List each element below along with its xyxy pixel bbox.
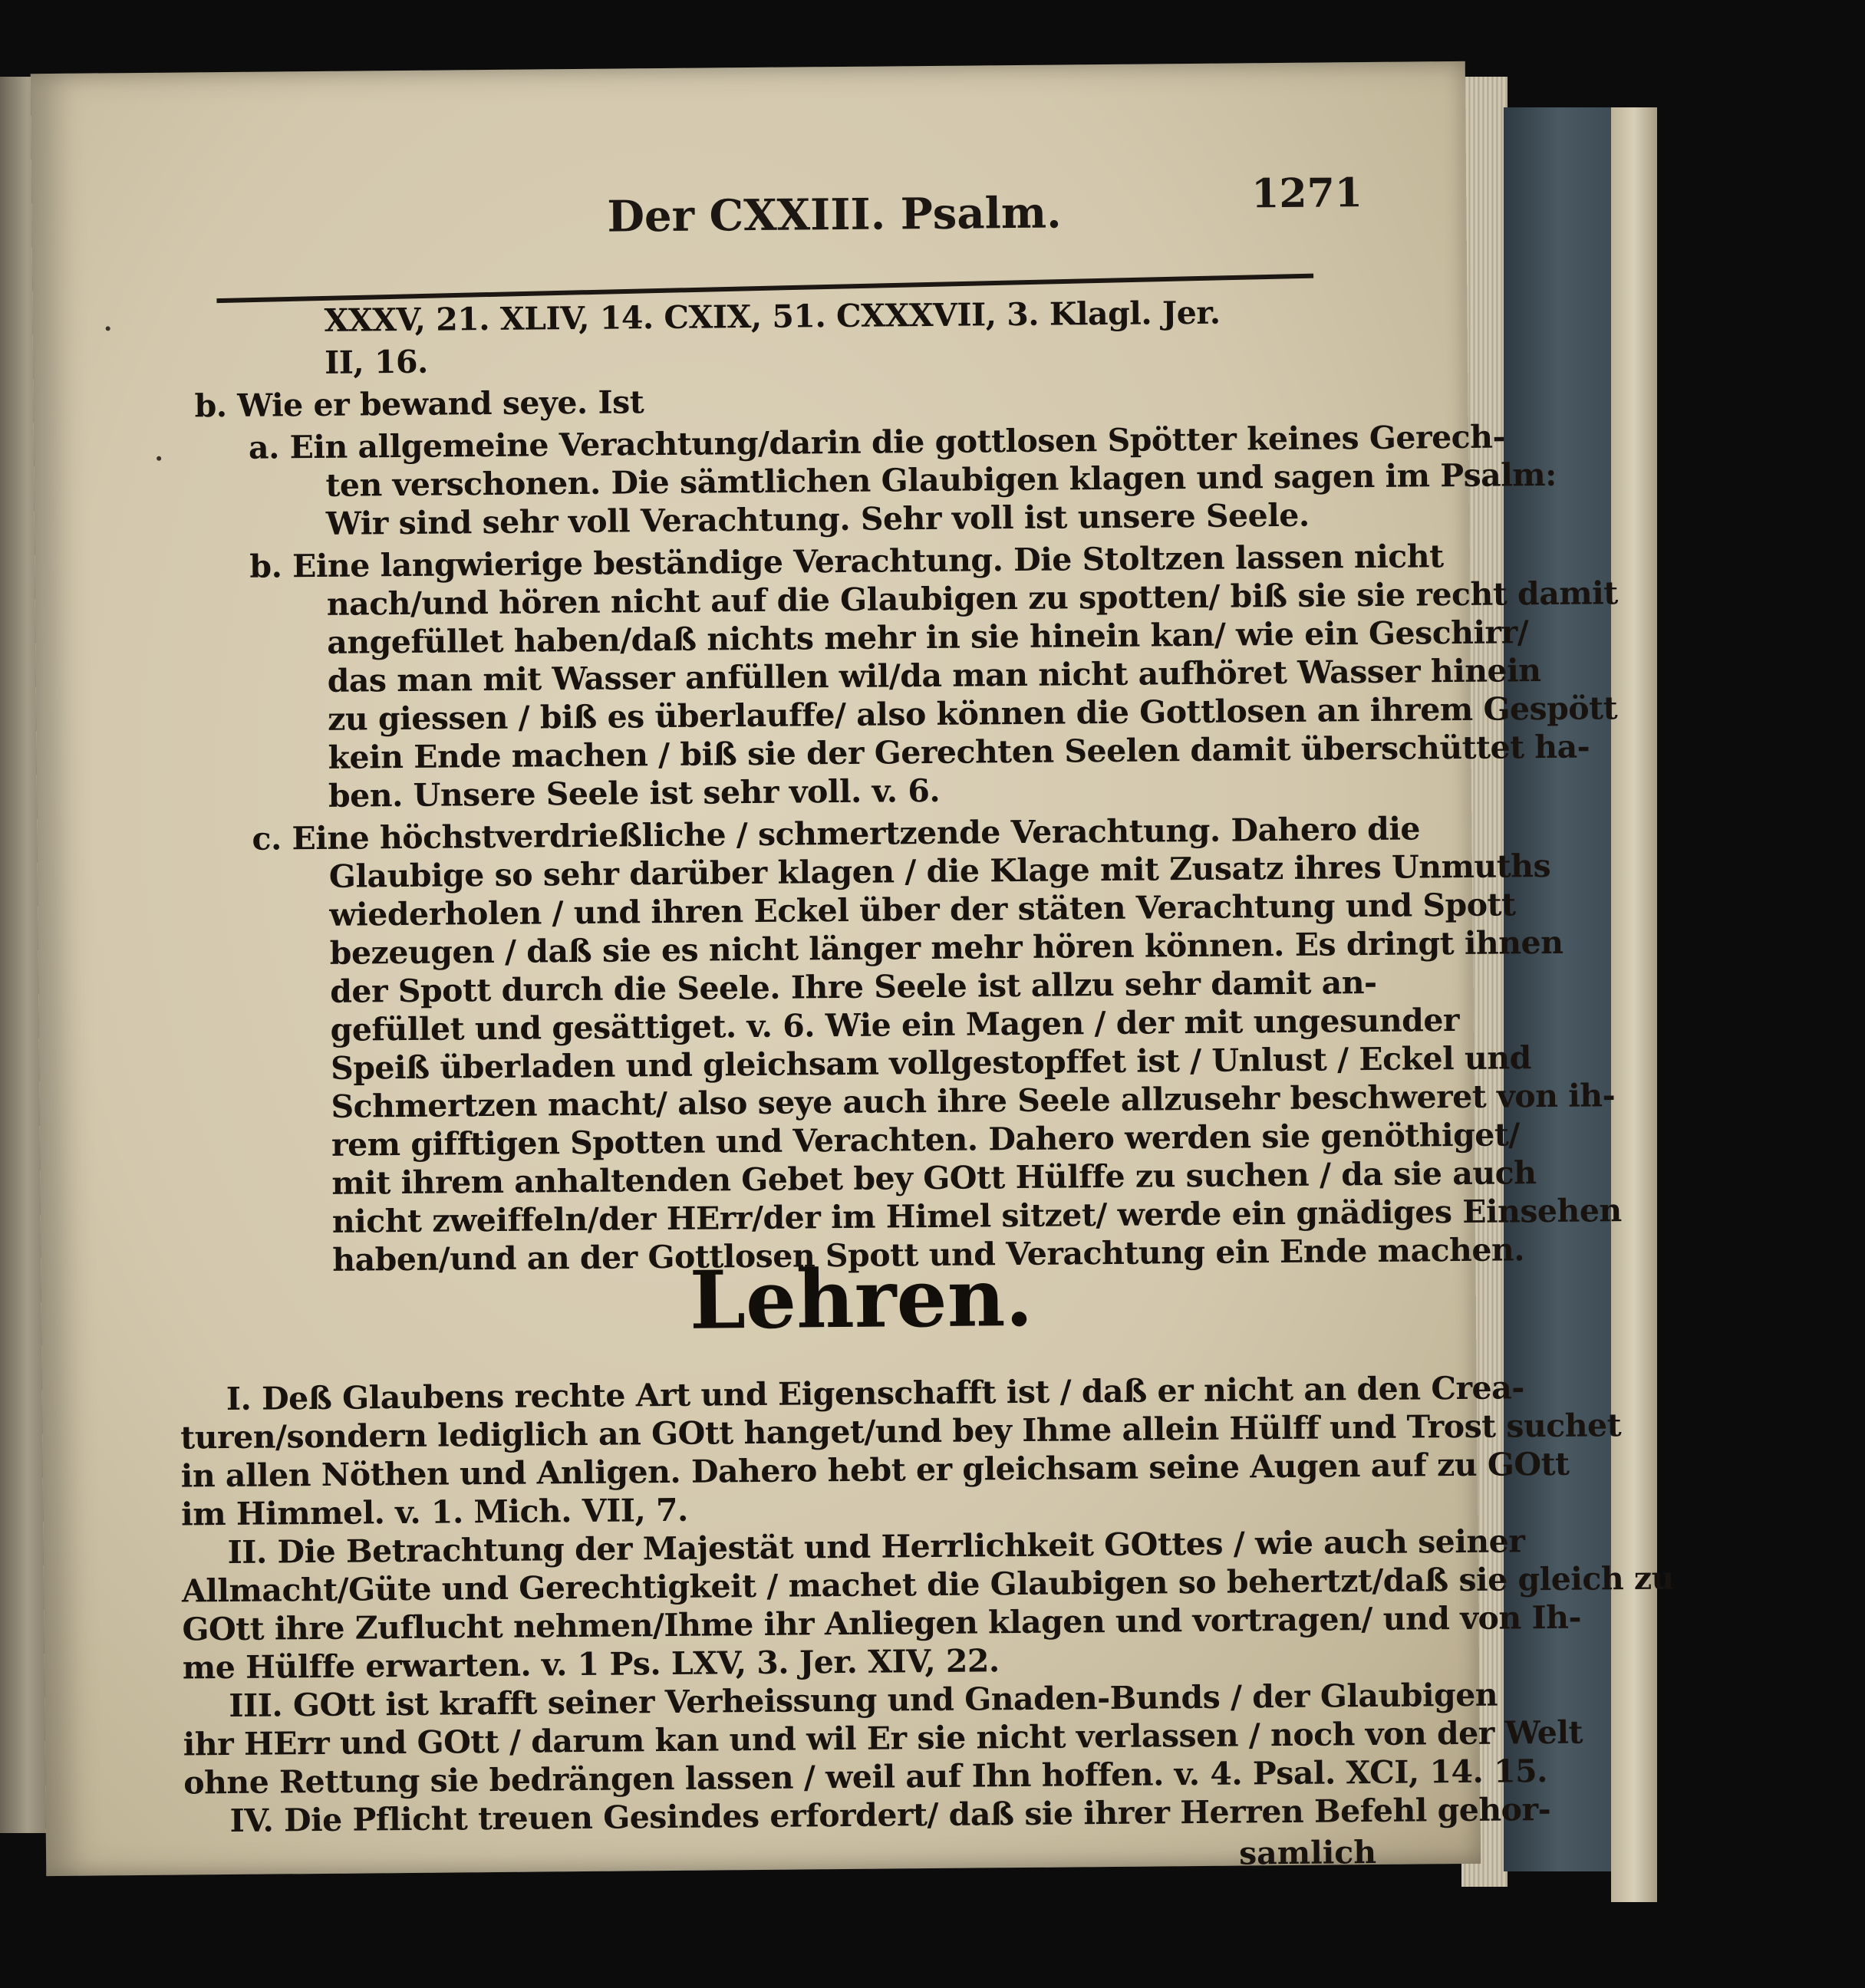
- text-line: wiederholen / und ihren Eckel über der stäten Verachtung und Spott: [329, 886, 1516, 933]
- lehren-line: turen/sondern lediglich an GOtt hanget/und bey Ihme allein Hülff und Trost suchet: [180, 1407, 1622, 1456]
- text-line: rem gifftigen Spotten und Verachten. Dahero werden sie genöthiget/: [331, 1116, 1521, 1164]
- lehren-line: in allen Nöthen und Anligen. Dahero hebt er gleichsam seine Augen auf zu GOtt: [180, 1445, 1570, 1495]
- text-line: Speiß überladen und gleichsam vollgestopffet ist / Unlust / Eckel und: [330, 1039, 1531, 1087]
- text-line: Wir sind sehr voll Verachtung. Sehr voll ist unsere Seele.: [325, 496, 1310, 542]
- text-line: XXXV, 21. XLIV, 14. CXIX, 51. CXXXVII, 3. Klagl. Jer.: [324, 294, 1221, 339]
- catchword: samlich: [1238, 1833, 1377, 1872]
- section-heading: Lehren.: [689, 1249, 1033, 1348]
- text-line: c. Eine höchstverdrießliche / schmertzende Verachtung. Dahero die: [252, 810, 1421, 857]
- text-line: II, 16.: [324, 343, 429, 381]
- text-line: nicht zweiffeln/der HErr/der im Himel sitzet/ werde ein gnädiges Einsehen: [331, 1192, 1622, 1240]
- lehren-line: III. GOtt ist krafft seiner Verheissung und Gnaden-Bunds / der Glaubigen: [229, 1676, 1498, 1725]
- text-line: a. Ein allgemeine Verachtung/darin die gottlosen Spötter keines Gerech-: [248, 418, 1506, 466]
- lehren-line: ohne Rettung sie bedrängen lassen / weil auf Ihn hoffen. v. 4. Psal. XCI, 14. 15.: [183, 1753, 1548, 1802]
- lehren-line: II. Die Betrachtung der Majestät und Herrlichkeit GOttes / wie auch seiner: [227, 1522, 1525, 1572]
- text-line: nach/und hören nicht auf die Glaubigen zu spotten/ biß sie sie recht damit: [326, 574, 1618, 623]
- lehren-line: GOtt ihre Zuflucht nehmen/Ihme ihr Anliegen klagen und vortragen/ und von Ih-: [182, 1598, 1582, 1648]
- lehren-line: Allmacht/Güte und Gerechtigkeit / machet die Glaubigen so behertzt/daß sie gleich zu: [181, 1559, 1675, 1610]
- book-cover-edge: [1611, 107, 1657, 1902]
- book-page: [31, 61, 1675, 1876]
- text-line: Schmertzen macht/ also seye auch ihre Seele allzusehr beschweret von ih-: [331, 1077, 1616, 1125]
- text-line: mit ihrem anhaltenden Gebet bey GOtt Hülffe zu suchen / da sie auch: [331, 1154, 1537, 1202]
- text-line: zu giessen / biß es überlauffe/ also können die Gottlosen an ihrem Gespött: [327, 690, 1618, 738]
- lehren-line: ihr HErr und GOtt / darum kan und wil Er sie nicht verlassen / noch von der Welt: [183, 1713, 1583, 1763]
- text-line: ben. Unsere Seele ist sehr voll. v. 6.: [328, 772, 941, 815]
- text-line: das man mit Wasser anfüllen wil/da man nicht aufhöret Wasser hinein: [327, 652, 1541, 699]
- lehren-line: im Himmel. v. 1. Mich. VII, 7.: [180, 1491, 689, 1533]
- running-title: Der CXXIII. Psalm.: [607, 187, 1062, 242]
- ink-flake: [157, 456, 161, 461]
- text-line: angefüllet haben/daß nichts mehr in sie hinein kan/ wie ein Geschirr/: [327, 614, 1529, 661]
- lehren-line: me Hülffe erwarten. v. 1 Ps. LXV, 3. Jer. XIV, 22.: [182, 1642, 1000, 1687]
- page-header: [568, 170, 1363, 253]
- text-line: haben/und an der Gottlosen Spott und Verachtung ein Ende machen.: [332, 1231, 1525, 1279]
- text-line: b. Wie er bewand seye. Ist: [194, 383, 644, 425]
- page-number: 1271: [1250, 170, 1363, 218]
- text-line: ten verschonen. Die sämtlichen Glaubigen klagen und sagen im Psalm:: [325, 456, 1557, 504]
- text-line: b. Eine langwierige beständige Verachtung. Die Stoltzen lassen nicht: [249, 538, 1444, 585]
- lehren-line: I. Deß Glaubens rechte Art und Eigenschafft ist / daß er nicht an den Crea-: [226, 1369, 1524, 1418]
- ink-flake: [106, 326, 110, 331]
- text-line: der Spott durch die Seele. Ihre Seele ist allzu sehr damit an-: [330, 963, 1377, 1010]
- text-line: gefüllet und gesättiget. v. 6. Wie ein Magen / der mit ungesunder: [330, 1002, 1460, 1048]
- text-line: bezeugen / daß sie es nicht länger mehr hören können. Es dringt ihnen: [329, 923, 1564, 972]
- text-line: kein Ende machen / biß sie der Gerechten Seelen damit überschüttet ha-: [328, 728, 1590, 776]
- text-line: Glaubige so sehr darüber klagen / die Klage mit Zusatz ihres Unmuths: [328, 847, 1551, 895]
- lehren-line: IV. Die Pflicht treuen Gesindes erfordert/ daß sie ihrer Herren Befehl gehor-: [229, 1791, 1551, 1840]
